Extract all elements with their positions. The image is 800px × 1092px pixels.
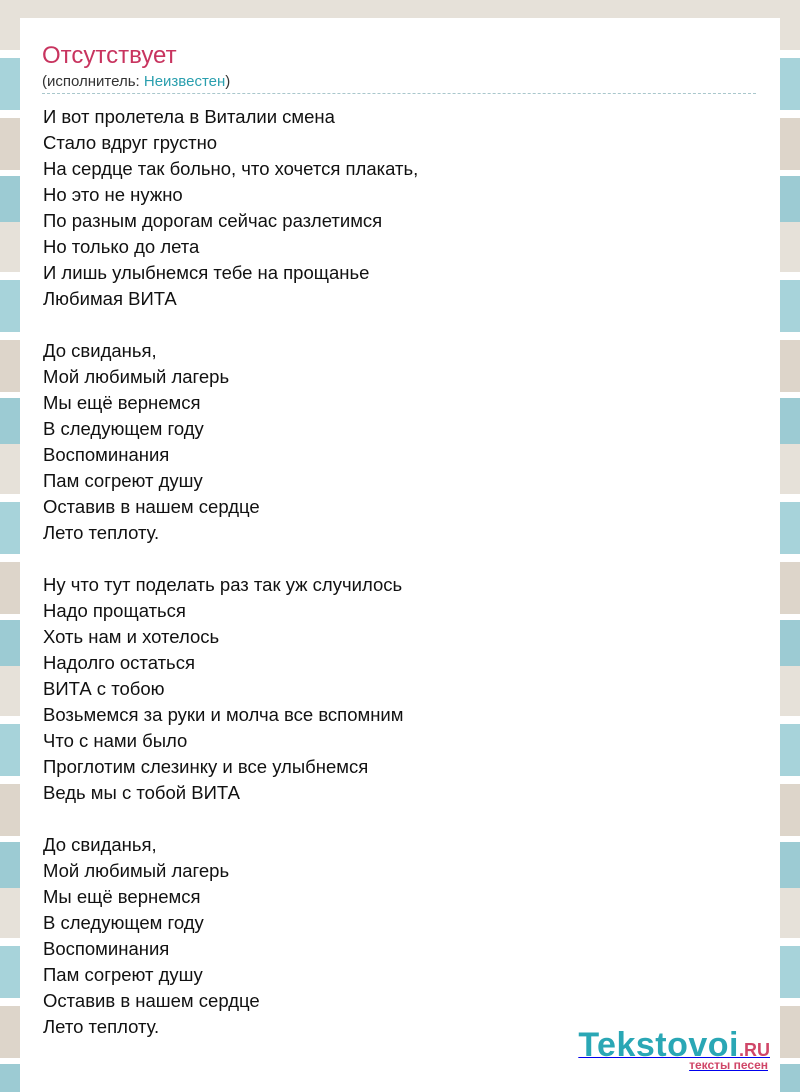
lyric-line: Лето теплоту.: [43, 522, 160, 543]
lyric-line: Лето теплоту.: [43, 1016, 160, 1037]
lyric-line: Надо прощаться: [43, 600, 186, 621]
logo-tld: .RU: [739, 1040, 770, 1060]
lyric-line: Пам согреют душу: [43, 470, 203, 491]
lyric-line: ВИТА с тобою: [43, 678, 165, 699]
lyric-line: Проглотим слезинку и все улыбнемся: [43, 756, 369, 777]
lyric-line: Мы ещё вернемся: [43, 392, 201, 413]
lyric-line: По разным дорогам сейчас разлетимся: [43, 210, 383, 231]
artist-line: [42, 72, 230, 92]
lyric-line: И лишь улыбнемся тебе на прощанье: [43, 262, 370, 283]
lyrics-stanza: [43, 338, 418, 546]
lyric-line: До свиданья,: [43, 834, 157, 855]
lyrics-body: [43, 104, 418, 1040]
lyric-line: Оставив в нашем сердце: [43, 496, 260, 517]
lyric-line: Хоть нам и хотелось: [43, 626, 220, 647]
lyric-line: Ведь мы с тобой ВИТА: [43, 782, 240, 803]
lyric-line: Но только до лета: [43, 236, 200, 257]
lyric-line: Оставив в нашем сердце: [43, 990, 260, 1011]
lyric-line: Воспоминания: [43, 938, 170, 959]
lyric-line: Воспоминания: [43, 444, 170, 465]
lyric-line: Но это не нужно: [43, 184, 183, 205]
artist-suffix: ): [225, 73, 231, 90]
lyric-line: На сердце так больно, что хочется плакать,: [43, 158, 419, 179]
lyrics-stanza: [43, 572, 418, 806]
title-divider: [42, 93, 756, 94]
logo-tagline: тексты песен: [689, 1058, 768, 1072]
lyric-line: До свиданья,: [43, 340, 157, 361]
lyric-line: Мы ещё вернемся: [43, 886, 201, 907]
site-logo[interactable]: [578, 1026, 770, 1072]
lyric-line: Любимая ВИТА: [43, 288, 177, 309]
lyric-line: Мой любимый лагерь: [43, 860, 230, 881]
artist-prefix: (исполнитель:: [42, 73, 144, 90]
lyric-line: В следующем году: [43, 912, 204, 933]
logo-name: Tekstovoi: [578, 1026, 739, 1064]
lyric-line: И вот пролетела в Виталии смена: [43, 106, 335, 127]
lyric-line: Надолго остаться: [43, 652, 195, 673]
lyrics-stanza: [43, 832, 418, 1040]
artist-link[interactable]: Неизвестен: [143, 73, 226, 90]
lyric-line: Пам согреют душу: [43, 964, 203, 985]
lyric-line: Возьмемся за руки и молча все вспомним: [43, 704, 404, 725]
song-title: Отсутствует: [42, 42, 177, 69]
lyric-line: Мой любимый лагерь: [43, 366, 230, 387]
lyric-line: Ну что тут поделать раз так уж случилось: [43, 574, 403, 595]
lyrics-stanza: [43, 104, 418, 312]
lyrics-card: [20, 18, 780, 1092]
lyric-line: В следующем году: [43, 418, 204, 439]
lyric-line: Что с нами было: [43, 730, 188, 751]
lyric-line: Стало вдруг грустно: [43, 132, 218, 153]
